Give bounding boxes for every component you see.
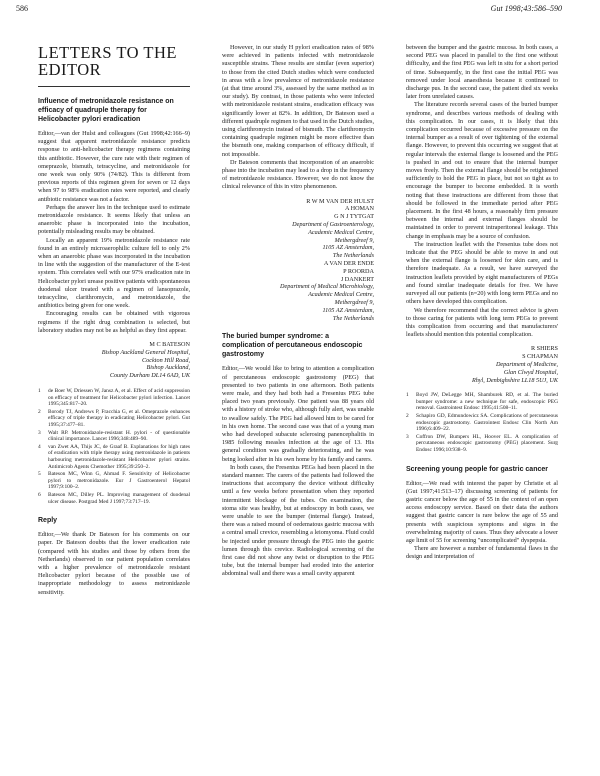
letter2-para: The literature records several cases of the buried bumper syndrome, and describes various methods of dealing with this complication. In our cases, it is likely that this complication occurred because of excessive pressure on the internal bumper as a result of over tightening of the external flange. However, to prevent this occurring we suggest that at regular intervals the external flange is loosened and the PEG is pushed in and out to ensure that the internal bumper moves freely. Then the external flange should be retightened sufficiently to hold the PEG in place, but not so tight as to encourage the bumper to become embedded. It is worth noting that these instructions are different from those that should be followed in the immediate period after PEG placement. In the first 48 hours, a reasonably firm pressure between the internal and external flanges should be maintained in order to prevent intraperitoneal leakage. This change in emphasis may be a source of confusion.	[406, 101, 558, 240]
journal-citation: Gut 1998;43:586–590	[490, 4, 562, 13]
reference-item: 3 Walt RP. Metronidazole-resistant H. pylori - of questionable clinical importance. Lancet 1996;348:489–90.	[38, 429, 190, 443]
letter1-para: Encouraging results can be obtained with vigorous regimens if the right drug combination is selected, but laboratory studies may not be as helpful as they first appear.	[38, 310, 190, 334]
letter1-signature	[38, 341, 190, 380]
page-number: 586	[16, 4, 28, 13]
reference-item: 1 Boyd JW, DeLegge MH, Shamburek RD, et al. The buried bumper syndrome: a new technique for safe, endoscopic PEG removal. Gastrointest Endosc 1995;41:508–11.	[406, 392, 558, 412]
reference-item: 6 Bateson MC, Dilley PL. Improving management of duodenal ulcer disease. Postgrad Med J 1997;73:717–19.	[38, 491, 190, 505]
letter1-para: Editor,—van der Hulst and colleagues (Gut 1998;42:166–9) suggest that apparent metronidazole resistance predicts response to anti-helicobacter therapy regimens containing this antibiotic. However, the cure rate with their regimen of omeprazole, bismuth, tetracycline, and metronidazole for one week was only 90% (74/82). This is different from previous reports of this regimen given for seven or 12 days when 97 to 98% eradication rates were reported, and clearly antibiotic resistance was not a factor.	[38, 130, 190, 203]
letter3-para: Editor,—We read with interest the paper by Christie et al (Gut 1997;41:513–17) discussing screening of patients for gastric cancer below the age of 55 in the context of an open access endoscopy service. Based on their data the authors suggest that gastric cancer is rare below the age of 55 and presents with suspicious symptoms and signs in the overwhelming majority of cases. Thus they advocate a lower age limit of 55 for screening "uncomplicated" dyspepsia.	[406, 479, 558, 545]
letter2-para: In both cases, the Fresenius PEGs had been placed in the standard manner. The carers of the patients had followed the instructions that accompany the device without difficulty until a few weeks before presentation when they reported intermittent blockage of the tubes. On examination, the stoma site was healthy, but at endoscopy in both cases, we were unable to see the bumper (internal flange). Instead, there was a raised mound of oedematous gastric mucosa with a central small crevice, resembling a leiomyoma. Fluid could be injected under pressure through the PEG into the gastric lumen through this crevice. Radiological screening of the first case did not show any twist or disruption to the PEG tube, but the internal bumper had eroded into the anterior abdominal wall and there was a small cavity apparent	[222, 463, 374, 578]
letter2-para: Editor,—We would like to bring to attention a complication of percutaneous endoscopic gastrostomy (PEG) that presented to two patients in one afternoon. Both patients were male, and they had both had a Fresenius PEG tube placed two years previously. One patient was 88 years old with a history of stroke who, although fully alert, was unable to swallow safely. The PEG had allowed him to be cared for in his own home. The second case was that of a young man who had developed subacute sclerosing panencephalitis in 1985 following measles infection at the age of 13. His general condition was gradually deteriorating, and he was being looked after in his own home by his family and carers.	[222, 365, 374, 463]
letter2-title: The buried bumper syndrome: a complication of percutaneous endoscopic gastrostomy	[222, 333, 363, 359]
reference-item: 2 Schapiro GD, Edmundowicz SA. Complications of percutaneous endoscopic gastrostomy. Gastrointest Endosc Clin North Am 1996;6:409–22.	[406, 413, 558, 433]
reference-item: 3 Coffron DW, Bumpers HL, Hoover EL. A complication of percutaneous endoscopic gastrostomy (PEG) placement. Surg Endosc 1996;10:938–9.	[406, 433, 558, 454]
column-2	[222, 44, 374, 579]
reply-title: Reply	[38, 517, 58, 525]
letter1-title: Influence of metronidazole resistance on efficacy of quadruple therapy for Helicobacter pylori eradication	[38, 98, 174, 123]
column-3	[406, 44, 558, 562]
affiliation-line: Bishop Auckland,	[146, 364, 190, 372]
affiliation-line: Bishop Auckland General Hospital,	[101, 348, 190, 356]
letter1-references	[38, 388, 190, 505]
reply-para: Dr Bateson comments that incorporation of an anaerobic phase into the incubation may lead to a drop in the frequency of metronidazole resistance. However, we do not know the clinical relevance of this in vitro phenomenon.	[222, 158, 374, 191]
reference-item: 2 Borody TJ, Andrews P, Fracchia G, et al. Omeprazole enhances efficacy of triple therapy in eradicating Helicobacter pylori. Gut 1995;37:477–81.	[38, 408, 190, 429]
author-name: M C BATESON	[149, 341, 190, 349]
column-1	[38, 44, 190, 597]
letter2-signature: R SHIERS S CHAPMAN Department of Medicine, Glan Clwyd Hospital, Rhyl, Denbighshire LL18 5UJ, UK	[471, 345, 558, 384]
reply-para: Editor,—We thank Dr Bateson for his comments on our paper. Dr Bateson doubts that the lower eradication rate (compared with his studies and those by others from the Netherlands) observed in our patient population correlates with a higher prevalence of metronidazole resistant Helicobacter pylori because of the possible use of inappropriate methodology to assess metronidazole sensitivity.	[38, 531, 190, 596]
affiliation-line: Cockton Hill Road,	[142, 356, 190, 364]
letter3-para: There are however a number of fundamental flaws in the design and interpretation of	[406, 545, 558, 561]
letter2-para: between the bumper and the gastric mucosa. In both cases, a second PEG was placed in parallel to the first one without difficulty, and the first PEG was left in situ for a short period of time. Subsequently, in the first case the initial PEG was removed under local anaesthesia because it continued to discharge pus. In the second case, the patient died six weeks later from unrelated causes.	[406, 44, 558, 101]
reference-item: 1 de Boer W, Driessen W, Jansz A, et al. Effect of acid suppression on efficacy of treatment for Helicobacter pylori infection. Lancet 1995;345:817–20.	[38, 388, 190, 408]
reference-item: 4 van Zwet AA, Thijs JC, de Graaf B. Explanations for high rates of eradication with triple therapy using metronidazole in patients harbouring metronidazole-resistant Helicobacter pylori strains. Antimicrob Agents Chemother 1995;39:250–2.	[38, 443, 190, 470]
letter2-para: We therefore recommend that the correct advice is given to those caring for patients with long term PEGs to prevent this complication from occurring and that manufacturers' leaflets should mention this potential complication.	[406, 306, 558, 339]
reply-para: However, in our study H pylori eradication rates of 98% were achieved in patients infected with metronidazole susceptible strains. These results are similar (even superior) to those from the cited Dutch studies which were conducted in areas with a low prevalence of metronidazole resistance (at that time around 3%, assessed by the same method as in our study). By contrast, in those patients who were infected with metronidazole resistant strains, eradication efficacy was significantly lower at 82%. In addition, Dr Bateson used a different quadruple regimen to that used in the Dutch studies, using clarithromycin instead of bismuth. The clarithromycin containing quadruple regimen might be more effective than the bismuth one, making comparison of efficacy difficult, if not impossible.	[222, 44, 374, 158]
affiliation-line: County Durham DL14 6AD, UK	[109, 372, 190, 380]
letter3-title: Screening young people for gastric cancer	[406, 465, 548, 473]
letter2-references	[406, 392, 558, 453]
letter1-para: Locally an apparent 19% metronidazole resistance rate found in an entirely microaerophilic culture fell to only 2% when an anaerobic phase was incorporated in the incubation in line with the suggestion of the manufacturer of the E-test system. This correlates well with our 97% eradication rate in Helicobacter pylori urease positive patients with spontaneous duodenal ulcer treated with a regimen of lansoprazole, tetracycline, clarithromycin, and metronidazole, the antibiotics being given for one week.	[38, 236, 190, 310]
letter2-para: The instruction leaflet with the Fresenius tube does not indicate that the PEG should be able to move in and out when the external flange is loosened for skin care, and is therefore inadequate. As a result, we have surveyed the instruction leaflets provided by eight manufacturers of PEGs and found similar inadequate details for five. We have surveyed all our patients (n=20) with long term PEGs and no others have developed this complication.	[406, 240, 558, 306]
letter1-para: Perhaps the answer lies in the technique used to estimate metronidazole resistance. It seems likely that unless an anaerobic phase is incorporated into the incubation, potentially misleading results may be obtained.	[38, 203, 190, 236]
reply-signature: R W M VAN DER HULST A HOMAN G N J TYTGAT Department of Gastroenterology, Academic Medical Centre, Meibergdreef 9, 1105 AZ Amsterdam, The Netherlands A VAN DER ENDE P ROORDA J DANKERT Department of Medical Microbiology, Academic Medical Centre, Meibergdreef 9, 1105 AZ Amsterdam, The Netherlands	[280, 197, 374, 322]
section-heading: LETTERS TO THE EDITOR	[38, 44, 190, 87]
reference-item: 5 Bateson MC, Winn G, Ahmad F. Sensitivity of Helicobacter pylori to metronidazole. Eur J Gastroenterol Hepatol 1997;9:100–2.	[38, 471, 190, 491]
